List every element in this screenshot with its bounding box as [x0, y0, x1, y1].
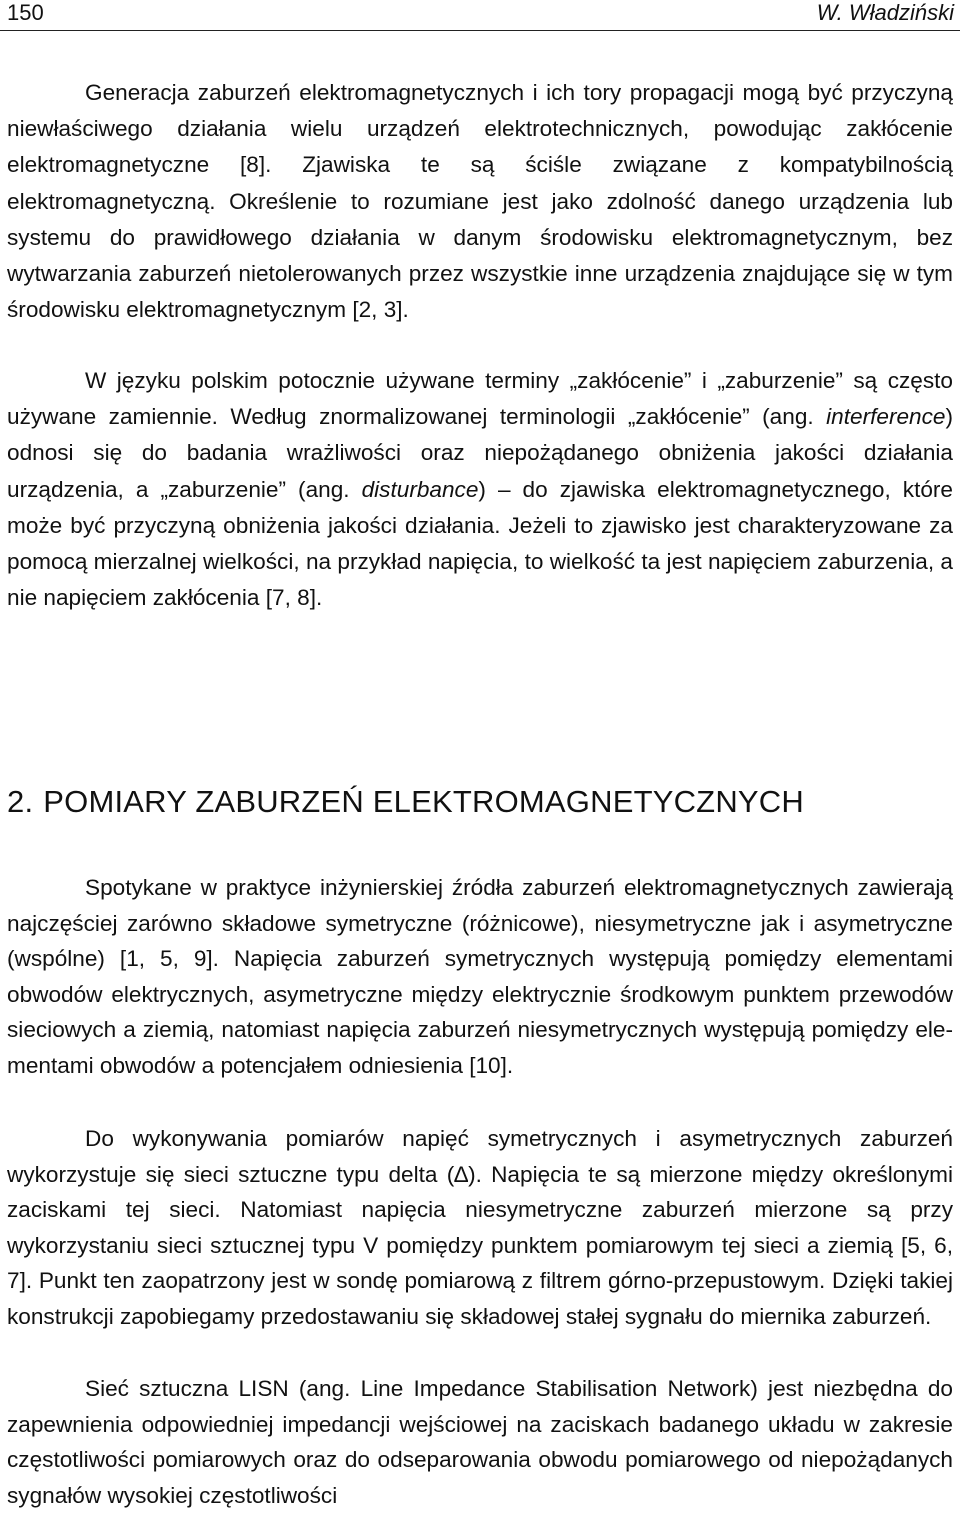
paragraph-terminology [7, 363, 953, 616]
page-number: 150 [7, 0, 44, 25]
paragraph-emc-generation: Generacja zaburzeń elektromagnetycznych i ich tory propagacji mogą być przyczyną niewłaściwego działania wielu urządzeń elektrotechnicznych, powodując zakłócenie elektromagnetyczne [8]. Zjawiska te są ściśle związane z kompatybilnością elektromagnetyczną. Określenie to rozumiane jest jako zdolność danego urządzenia lub systemu do prawidłowego działania w danym środowisku elektromagnetycznym, bez wytwarzania zaburzeń nietolerowanych przez wszystkie inne urządzenia znajdujące się w tym środowisku elektromagnetycznym [2, 3]. [7, 80, 953, 323]
term-interference: interference [826, 404, 946, 430]
section-title: POMIARY ZABURZEŃ ELEKTROMAGNETYCZNYCH [43, 784, 804, 819]
paragraph-measurement-networks: Do wykonywania pomiarów napięć symetrycznych i asymetrycznych zaburzeń wykorzystuje się sieci sztuczne typu delta (∆). Napięcia te są mierzone między określonymi zaciskami tej sieci. Natomiast napięcia niesymetryczne zaburzeń mierzone są przy wykorzystaniu sieci sztucznej typu V pomiędzy punktem pomiarowym tej sieci a ziemią [5, 6, 7]. Punkt ten zaopatrzony jest w sondę pomiarową z filtrem górno-przepustowym. Dzięki takiej konstrukcji zapobiegamy przedostawaniu się składowej stałej sygnału do miernika zaburzeń. [7, 1126, 953, 1329]
paragraph-text: ) odnosi się do badania wrażliwości oraz niepożądanego obniżenia jakości działania urządzenia, a „zaburzenie” (ang. [7, 404, 953, 502]
paragraph-disturbance-sources: Spotykane w praktyce inżynierskiej źródła zaburzeń elektromagnetycznych zawierają najczęściej zarówno składowe symetryczne (różnicowe), niesymetryczne jak i asymetryczne (wspólne) [1, 5, 9]. Napięcia zaburzeń symetrycznych występują pomiędzy elementami obwodów elektrycznych, asymetryczne między elektrycznie środkowym punktem przewodów sieciowych a ziemią, natomiast napięcia zaburzeń niesymetrycznych występują pomiędzy elementami obwodów a potencjałem odniesienia [10]. [7, 875, 953, 1078]
term-disturbance: disturbance [361, 476, 479, 502]
page-header [0, 0, 960, 31]
paragraph-lisn: Sieć sztuczna LISN (ang. Line Impedance Stabilisation Network) jest niezbędna do zapewnienia odpowiedniej impedancji wejściowej na zaciskach badanego układu w zakresie częstotliwości pomiarowych oraz do odseparowania obwodu pomiarowego od niepożądanych sygnałów wysokiej częstotliwości [7, 1376, 953, 1508]
section-heading [7, 784, 814, 820]
running-head-author: W. Władziński [816, 0, 954, 25]
section-number: 2. [7, 784, 34, 819]
paragraph-text: ) – do zjawiska elektromagnetycznego, które może być przyczyną obniżenia jakości działania. Jeżeli to zjawisko jest charakteryzowane za pomocą mierzalnej wielkości, na przykład napięcia, to wielkość ta jest napięciem zaburzenia, a nie napięciem zakłócenia [7, 8]. [7, 476, 954, 611]
paragraph-text: W języku polskim potocznie używane terminy „zakłócenie” i „zaburzenie” są często używane zamiennie. Według znormalizowanej terminologii „zakłócenie” (ang. [7, 368, 953, 430]
